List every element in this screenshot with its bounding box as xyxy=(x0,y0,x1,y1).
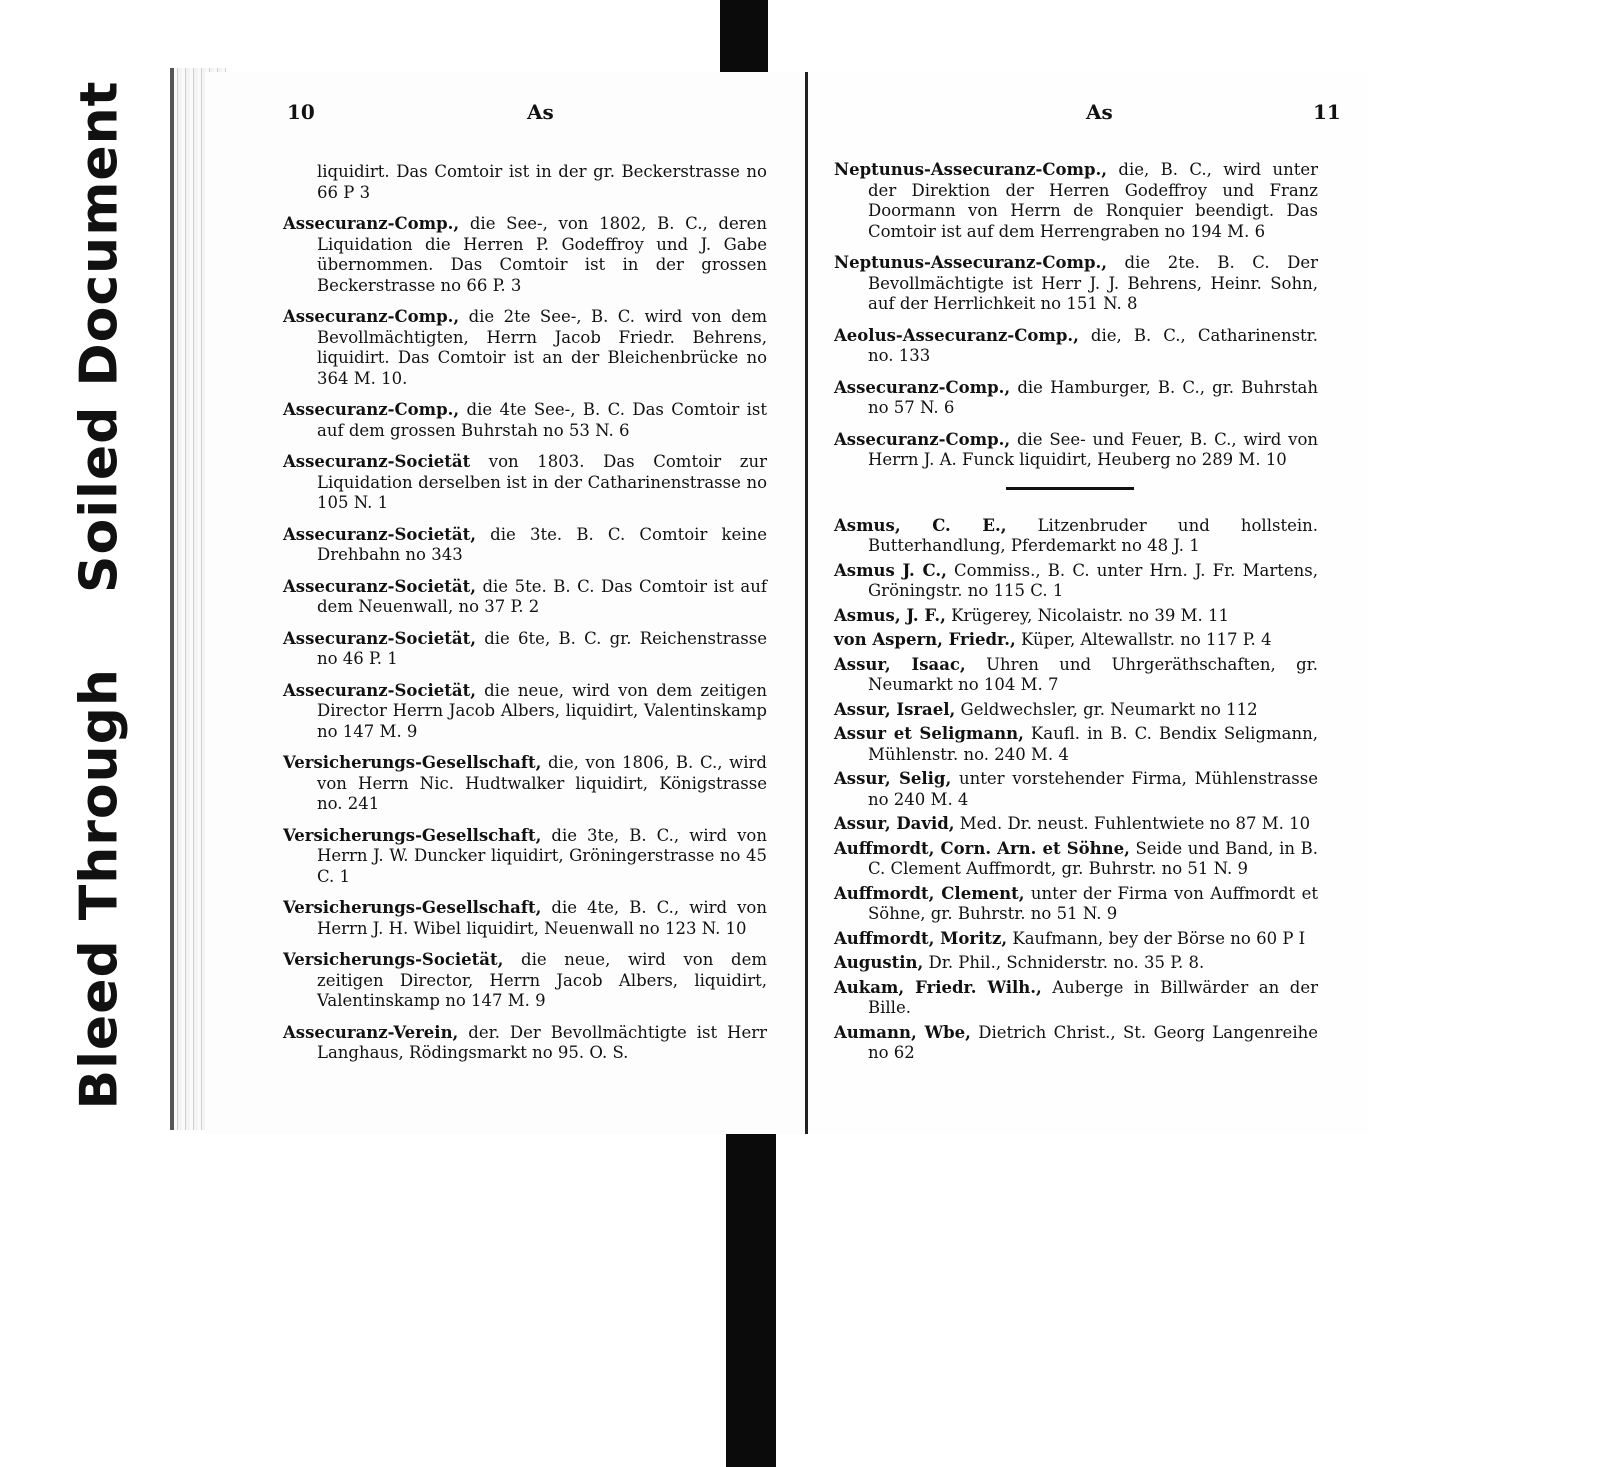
directory-entry xyxy=(834,769,1318,810)
entry-heading: Auffmordt, Clement, xyxy=(834,883,1025,903)
directory-entry xyxy=(283,826,767,888)
directory-entry xyxy=(283,400,767,441)
directory-entry xyxy=(283,681,767,743)
entry-text: die, B. C., wird unter der Direktion der Herren Godeffroy und Franz Doormann von Herrn de Ronquier beendigt. Das Comtoir ist auf dem Herrengraben no 194 M. 6 xyxy=(868,160,1318,241)
entry-text: die, B. C., Catharinenstr. no. 133 xyxy=(868,325,1318,365)
directory-entry xyxy=(834,378,1318,419)
entry-heading: Assecuranz-Societät, xyxy=(283,680,476,700)
left-page-number: 10 xyxy=(287,100,315,124)
entry-text: Seide und Band, in B. C. Clement Auffmordt, gr. Buhrstr. no 51 N. 9 xyxy=(868,838,1318,878)
entry-text: der. Der Bevollmächtigte ist Herr Langhaus, Rödingsmarkt no 95. O. S. xyxy=(317,1022,767,1062)
entry-heading: Neptunus-Assecuranz-Comp., xyxy=(834,160,1108,179)
entry-heading: Versicherungs-Gesellschaft, xyxy=(283,825,542,845)
entry-text: Uhren und Uhrgeräthschaften, gr. Neumarkt no 104 M. 7 xyxy=(868,654,1319,694)
entry-heading: Aukam, Friedr. Wilh., xyxy=(834,977,1042,997)
bleed-through-label: Bleed Through xyxy=(70,668,131,1110)
directory-entry xyxy=(834,655,1318,696)
entry-text: Geldwechsler, gr. Neumarkt no 112 xyxy=(955,699,1258,719)
directory-entry xyxy=(834,724,1318,765)
directory-entry xyxy=(283,1023,767,1064)
directory-entry xyxy=(834,929,1318,950)
entry-heading: Assecuranz-Comp., xyxy=(283,214,460,233)
directory-entry xyxy=(283,753,767,815)
entry-heading: Asmus J. C., xyxy=(834,560,947,580)
entry-heading: Assur, Israel, xyxy=(834,699,956,719)
section-divider xyxy=(1006,487,1134,490)
entry-text: die See-, von 1802, B. C., deren Liquidation die Herren P. Godeffroy und J. Gabe übernommen. Das Comtoir ist in der grossen Beckerstrasse no 66 P. 3 xyxy=(317,214,767,295)
directory-entry xyxy=(834,516,1318,557)
directory-entry xyxy=(834,978,1318,1019)
entry-heading: Assecuranz-Comp., xyxy=(834,377,1011,397)
directory-entry xyxy=(834,561,1318,602)
entry-heading: Assur, Isaac, xyxy=(834,654,966,674)
entry-text: die 2te. B. C. Der Bevollmächtigte ist Herr J. J. Behrens, Heinr. Sohn, auf der Herrlichkeit no 151 N. 8 xyxy=(868,253,1318,313)
directory-entry xyxy=(834,430,1318,471)
directory-entry xyxy=(834,253,1318,315)
directory-entry xyxy=(834,700,1318,721)
entry-text: liquidirt. Das Comtoir ist in der gr. Beckerstrasse no 66 P 3 xyxy=(317,162,767,202)
left-running-head xyxy=(205,100,805,128)
entry-heading: Assecuranz-Comp., xyxy=(283,307,460,326)
directory-entry xyxy=(834,839,1318,880)
entry-text: Küper, Altewallstr. no 117 P. 4 xyxy=(1015,630,1272,649)
entry-text: die 2te See-, B. C. wird von dem Bevollmächtigten, Herrn Jacob Friedr. Behrens, liquidirt. Das Comtoir ist an der Bleichenbrücke no 364 M. 10. xyxy=(317,307,767,388)
scanner-label-text xyxy=(70,52,130,1137)
entry-heading: Auffmordt, Corn. Arn. et Söhne, xyxy=(834,838,1130,858)
entry-heading: Assur et Seligmann, xyxy=(834,724,1024,743)
entry-heading: Versicherungs-Societät, xyxy=(283,950,504,969)
entry-text: die 4te, B. C., wird von Herrn J. H. Wibel liquidirt, Neuenwall no 123 N. 10 xyxy=(317,898,767,938)
entry-text: Dietrich Christ., St. Georg Langenreihe no 62 xyxy=(868,1022,1318,1062)
directory-entry xyxy=(283,307,767,389)
entry-heading: Auffmordt, Moritz, xyxy=(834,928,1008,948)
entry-text: Kaufmann, bey der Börse no 60 P I xyxy=(1007,928,1306,948)
entry-heading: Assecuranz-Societät, xyxy=(283,576,476,596)
right-page-heading: As xyxy=(1086,100,1113,124)
entry-text: die 4te See-, B. C. Das Comtoir ist auf dem grossen Buhrstah no 53 N. 6 xyxy=(317,400,767,440)
entry-text: die 3te, B. C., wird von Herrn J. W. Duncker liquidirt, Gröningerstrasse no 45 C. 1 xyxy=(317,825,767,886)
entry-text: unter vorstehender Firma, Mühlenstrasse no 240 M. 4 xyxy=(868,769,1318,809)
entry-text: Med. Dr. neust. Fuhlentwiete no 87 M. 10 xyxy=(954,814,1311,833)
directory-entry xyxy=(283,629,767,670)
entry-heading: Assur, Selig, xyxy=(834,769,952,788)
right-running-head xyxy=(808,100,1368,128)
entry-heading: Assur, David, xyxy=(834,814,955,833)
directory-entry xyxy=(834,160,1318,242)
soiled-document-label: Soiled Document xyxy=(70,80,131,593)
entry-text: Litzenbruder und hollstein. Butterhandlung, Pferdemarkt no 48 J. 1 xyxy=(868,515,1318,555)
entry-text: die neue, wird von dem zeitigen Director, Herrn Jacob Albers, liquidirt, Valentinskamp no 147 M. 9 xyxy=(317,950,767,1010)
left-page-heading: As xyxy=(527,100,554,124)
directory-entry xyxy=(834,326,1318,367)
entry-text: Commiss., B. C. unter Hrn. J. Fr. Martens, Gröningstr. no 115 C. 1 xyxy=(868,560,1318,600)
entry-heading: Asmus, J. F., xyxy=(834,605,946,625)
directory-entry xyxy=(834,1023,1318,1064)
directory-entry xyxy=(283,950,767,1012)
entry-text: die 5te. B. C. Das Comtoir ist auf dem Neuenwall, no 37 P. 2 xyxy=(317,576,767,616)
entry-heading: von Aspern, Friedr., xyxy=(834,630,1016,649)
entry-heading: Asmus, C. E., xyxy=(834,515,1007,535)
scanner-label-strip xyxy=(58,80,142,1110)
right-entry-group-bottom xyxy=(834,516,1318,1064)
entry-heading: Assecuranz-Verein, xyxy=(283,1022,459,1042)
entry-text: von 1803. Das Comtoir zur Liquidation derselben ist in der Catharinenstrasse no 105 N. 1 xyxy=(317,452,767,512)
entry-text: die See- und Feuer, B. C., wird von Herrn J. A. Funck liquidirt, Heuberg no 289 M. 10 xyxy=(868,429,1318,469)
entry-text: die 6te, B. C. gr. Reichenstrasse no 46 P. 1 xyxy=(317,628,767,668)
directory-entry xyxy=(834,606,1318,627)
entry-text: die neue, wird von dem zeitigen Director Herrn Jacob Albers, liquidirt, Valentinskamp no 147 M. 9 xyxy=(317,680,767,741)
entry-heading: Versicherungs-Gesellschaft, xyxy=(283,898,542,917)
directory-entry xyxy=(283,214,767,296)
entry-heading: Augustin, xyxy=(834,953,924,972)
entry-heading: Aumann, Wbe, xyxy=(834,1022,971,1042)
entry-text: die 3te. B. C. Comtoir keine Drehbahn no 343 xyxy=(317,524,767,564)
entry-text: Dr. Phil., Schniderstr. no. 35 P. 8. xyxy=(923,953,1205,972)
binding-bar-bottom xyxy=(726,1132,776,1467)
directory-entry xyxy=(283,577,767,618)
entry-text: Kaufl. in B. C. Bendix Seligmann, Mühlenstr. no. 240 M. 4 xyxy=(868,724,1318,764)
entry-heading: Versicherungs-Gesellschaft, xyxy=(283,753,542,772)
directory-entry xyxy=(283,525,767,566)
directory-entry xyxy=(283,162,767,203)
entry-heading: Neptunus-Assecuranz-Comp., xyxy=(834,253,1108,272)
directory-entry xyxy=(283,452,767,514)
entry-text: unter der Firma von Auffmordt et Söhne, gr. Buhrstr. no 51 N. 9 xyxy=(868,883,1318,923)
left-page xyxy=(205,72,808,1134)
binding-bar-top xyxy=(720,0,768,72)
right-entry-group-top xyxy=(834,160,1318,471)
directory-entry xyxy=(834,953,1318,974)
entry-text: die, von 1806, B. C., wird von Herrn Nic. Hudtwalker liquidirt, Königstrasse no. 241 xyxy=(317,753,767,813)
entry-heading: Assecuranz-Societät, xyxy=(283,628,476,648)
directory-entry xyxy=(834,630,1318,651)
right-page-number: 11 xyxy=(1313,100,1341,124)
directory-entry xyxy=(834,884,1318,925)
directory-entry xyxy=(834,814,1318,835)
entry-heading: Assecuranz-Comp., xyxy=(834,429,1011,449)
entry-heading: Aeolus-Assecuranz-Comp., xyxy=(834,325,1079,345)
entry-text: Krügerey, Nicolaistr. no 39 M. 11 xyxy=(945,605,1229,625)
right-page xyxy=(808,72,1368,1134)
right-entry-list xyxy=(808,160,1368,1068)
left-entry-list xyxy=(205,162,805,1075)
entry-heading: Assecuranz-Societät, xyxy=(283,524,476,544)
entry-text: die Hamburger, B. C., gr. Buhrstah no 57 N. 6 xyxy=(868,377,1318,417)
entry-text: Auberge in Billwärder an der Bille. xyxy=(868,977,1318,1017)
directory-entry xyxy=(283,898,767,939)
entry-heading: Assecuranz-Comp., xyxy=(283,400,460,419)
entry-heading: Assecuranz-Societät xyxy=(283,452,471,471)
